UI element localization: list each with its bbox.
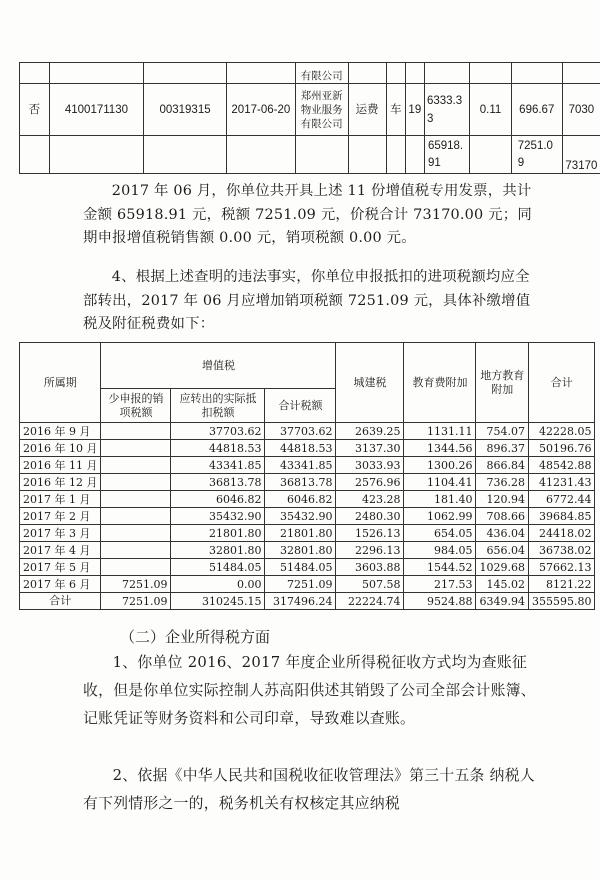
table-row — [20, 593, 595, 610]
cell-city: 1526.13 — [336, 525, 404, 542]
cell-city: 2480.30 — [336, 508, 404, 525]
cell-vat-total: 43341.85 — [265, 457, 336, 474]
cell-transfer: 6046.82 — [171, 491, 265, 508]
cell-total: 36738.02 — [528, 542, 595, 559]
table-row — [20, 525, 595, 542]
table-row — [20, 423, 595, 440]
cell-transfer: 310245.15 — [171, 593, 265, 610]
cell-under: 7251.09 — [101, 576, 171, 593]
cell-total: 57662.13 — [528, 559, 595, 576]
qty-cell: 19 — [406, 84, 425, 136]
cell-period: 2017 年 4 月 — [20, 542, 101, 559]
cell-total: 41231.43 — [528, 474, 595, 491]
cell-transfer: 35432.90 — [171, 508, 265, 525]
local-edu-header: 地方教育附加 — [476, 343, 529, 423]
cell-transfer: 36813.78 — [171, 474, 265, 491]
cell-vat-total: 36813.78 — [265, 474, 336, 491]
period-header: 所属期 — [20, 343, 101, 423]
cell-total: 6772.44 — [528, 491, 595, 508]
cell-transfer: 32801.80 — [171, 542, 265, 559]
cell-under: 7251.09 — [101, 593, 171, 610]
unit-cell: 车 — [386, 84, 405, 136]
cell-under — [101, 440, 171, 457]
cell-period: 2017 年 1 月 — [20, 491, 101, 508]
cell-local-edu: 120.94 — [476, 491, 529, 508]
table-row — [20, 84, 600, 136]
city-tax-header: 城建税 — [336, 343, 404, 423]
table-row — [20, 440, 595, 457]
cell-edu: 1300.26 — [404, 457, 476, 474]
cell-city: 3033.93 — [336, 457, 404, 474]
cell-transfer: 21801.80 — [171, 525, 265, 542]
cell-local-edu: 896.37 — [476, 440, 529, 457]
cell-under — [101, 423, 171, 440]
conclusion-paragraph: 4、根据上述查明的违法事实，你单位申报抵扣的进项税额均应全部转出，2017 年 06 月应增加销项税额 7251.09 元，具体补缴增值税及附征税费如下： — [83, 269, 531, 332]
cell-under — [101, 525, 171, 542]
table-row — [20, 542, 595, 559]
cell-vat-total: 21801.80 — [265, 525, 336, 542]
total-sum-cell: 73170 — [562, 136, 600, 174]
cell-local-edu: 754.07 — [476, 423, 529, 440]
cell-local-edu: 6349.94 — [476, 593, 529, 610]
cell-local-edu: 708.66 — [476, 508, 529, 525]
cell-city: 3603.88 — [336, 559, 404, 576]
cell-transfer: 43341.85 — [171, 457, 265, 474]
seller-cell: 郑州亚新物业服务有限公司 — [295, 84, 348, 136]
cell-under — [101, 491, 171, 508]
edu-header: 教育费附加 — [404, 343, 476, 423]
table-row — [20, 63, 600, 84]
cell-local-edu: 656.04 — [476, 542, 529, 559]
table-row — [20, 136, 600, 174]
cell-under — [101, 474, 171, 491]
cell-total: 42228.05 — [528, 423, 595, 440]
total-cell: 7030 — [562, 84, 600, 136]
cell-period: 2017 年 2 月 — [20, 508, 101, 525]
cell-vat-total: 317496.24 — [265, 593, 336, 610]
cell-under — [101, 457, 171, 474]
amount-sum-value: 65918.91 — [427, 139, 464, 169]
cell-edu: 1062.99 — [404, 508, 476, 525]
cell-edu: 1104.41 — [404, 474, 476, 491]
flag-cell: 否 — [20, 84, 50, 136]
cell-vat-total: 44818.53 — [265, 440, 336, 457]
cell-edu: 1544.52 — [404, 559, 476, 576]
cell-under — [101, 542, 171, 559]
tax-rows — [20, 423, 595, 610]
cell-transfer: 51484.05 — [171, 559, 265, 576]
cell-edu: 9524.88 — [404, 593, 476, 610]
cell-total: 355595.80 — [528, 593, 595, 610]
cell-transfer: 37703.62 — [171, 423, 265, 440]
transfer-header: 应转出的实际抵扣税额 — [171, 389, 265, 423]
cell-total: 8121.22 — [528, 576, 595, 593]
cell-period: 2016 年 11 月 — [20, 457, 101, 474]
cell-city: 3137.30 — [336, 440, 404, 457]
cell-vat-total: 6046.82 — [265, 491, 336, 508]
cell-city: 423.28 — [336, 491, 404, 508]
table-row — [20, 559, 595, 576]
table-row — [20, 474, 595, 491]
cell-local-edu: 436.04 — [476, 525, 529, 542]
cell-vat-total: 32801.80 — [265, 542, 336, 559]
cell-vat-total: 37703.62 — [265, 423, 336, 440]
cell-local-edu: 1029.68 — [476, 559, 529, 576]
cell-period: 2016 年 9 月 — [20, 423, 101, 440]
cell-total: 39684.85 — [528, 508, 595, 525]
invoice-table — [19, 62, 600, 174]
cell-city: 2576.96 — [336, 474, 404, 491]
cell-local-edu: 145.02 — [476, 576, 529, 593]
cell-edu: 1131.11 — [404, 423, 476, 440]
section-heading: （二）企业所得税方面 — [120, 628, 271, 646]
cell-vat-total: 35432.90 — [265, 508, 336, 525]
cell-city: 2296.13 — [336, 542, 404, 559]
tax-supplement-table — [19, 342, 595, 610]
cell-transfer: 44818.53 — [171, 440, 265, 457]
income-tax-paragraph-1: 1、你单位 2016、2017 年度企业所得税征收方式均为查账征收，但是你单位实际控制人苏高阳供述其销毁了公司全部会计账簿、记账凭证等财务资料和公司印章，导致难以查账。 — [83, 654, 536, 727]
cell-edu: 217.53 — [404, 576, 476, 593]
cell-period: 合计 — [20, 593, 101, 610]
seller-cell: 有限公司 — [295, 63, 348, 84]
cell-under — [101, 508, 171, 525]
vat-header: 增值税 — [101, 343, 336, 389]
item-cell: 运费 — [348, 84, 386, 136]
table-row — [20, 508, 595, 525]
table-row — [20, 576, 595, 593]
under-header: 少申报的销项税额 — [101, 389, 171, 423]
total-header: 合计 — [528, 343, 595, 423]
cell-transfer: 0.00 — [171, 576, 265, 593]
cell-city: 507.58 — [336, 576, 404, 593]
table-row — [20, 491, 595, 508]
vat-total-header: 合计税额 — [265, 389, 336, 423]
amount-cell — [424, 84, 470, 136]
cell-city: 2639.25 — [336, 423, 404, 440]
cell-period: 2016 年 10 月 — [20, 440, 101, 457]
invoice-code-cell: 4100171130 — [49, 84, 144, 136]
cell-city: 22224.74 — [336, 593, 404, 610]
tax-sum-cell — [511, 136, 562, 174]
cell-period: 2017 年 3 月 — [20, 525, 101, 542]
cell-vat-total: 7251.09 — [265, 576, 336, 593]
cell-edu: 181.40 — [404, 491, 476, 508]
cell-period: 2016 年 12 月 — [20, 474, 101, 491]
cell-edu: 654.05 — [404, 525, 476, 542]
cell-period: 2017 年 5 月 — [20, 559, 101, 576]
cell-local-edu: 866.84 — [476, 457, 529, 474]
cell-period: 2017 年 6 月 — [20, 576, 101, 593]
cell-total: 50196.76 — [528, 440, 595, 457]
header-row — [20, 343, 595, 389]
cell-under — [101, 559, 171, 576]
amount-sum-cell — [424, 136, 470, 174]
tax-sum-value: 7251.09 — [517, 139, 553, 169]
cell-local-edu: 736.28 — [476, 474, 529, 491]
cell-vat-total: 51484.05 — [265, 559, 336, 576]
cell-total: 48542.88 — [528, 457, 595, 474]
tax-cell: 696.67 — [511, 84, 562, 136]
invoice-date-cell: 2017-06-20 — [226, 84, 295, 136]
cell-edu: 1344.56 — [404, 440, 476, 457]
cell-total: 24418.02 — [528, 525, 595, 542]
rate-cell: 0.11 — [470, 84, 512, 136]
invoice-number-cell: 00319315 — [144, 84, 227, 136]
income-tax-paragraph-2: 2、依据《中华人民共和国税收征收管理法》第三十五条 纳税人有下列情形之一的，税务机关有权核定其应纳税 — [83, 767, 535, 812]
summary-paragraph: 2017 年 06 月，你单位共开具上述 11 份增值税专用发票，共计金额 65918.91 元，税额 7251.09 元，价税合计 73170.00 元；同期申报增值税销售额 0.00 元，销项税额 0.00 元。 — [83, 183, 532, 246]
cell-edu: 984.05 — [404, 542, 476, 559]
amount-value: 6333.33 — [426, 94, 463, 125]
table-row — [20, 457, 595, 474]
